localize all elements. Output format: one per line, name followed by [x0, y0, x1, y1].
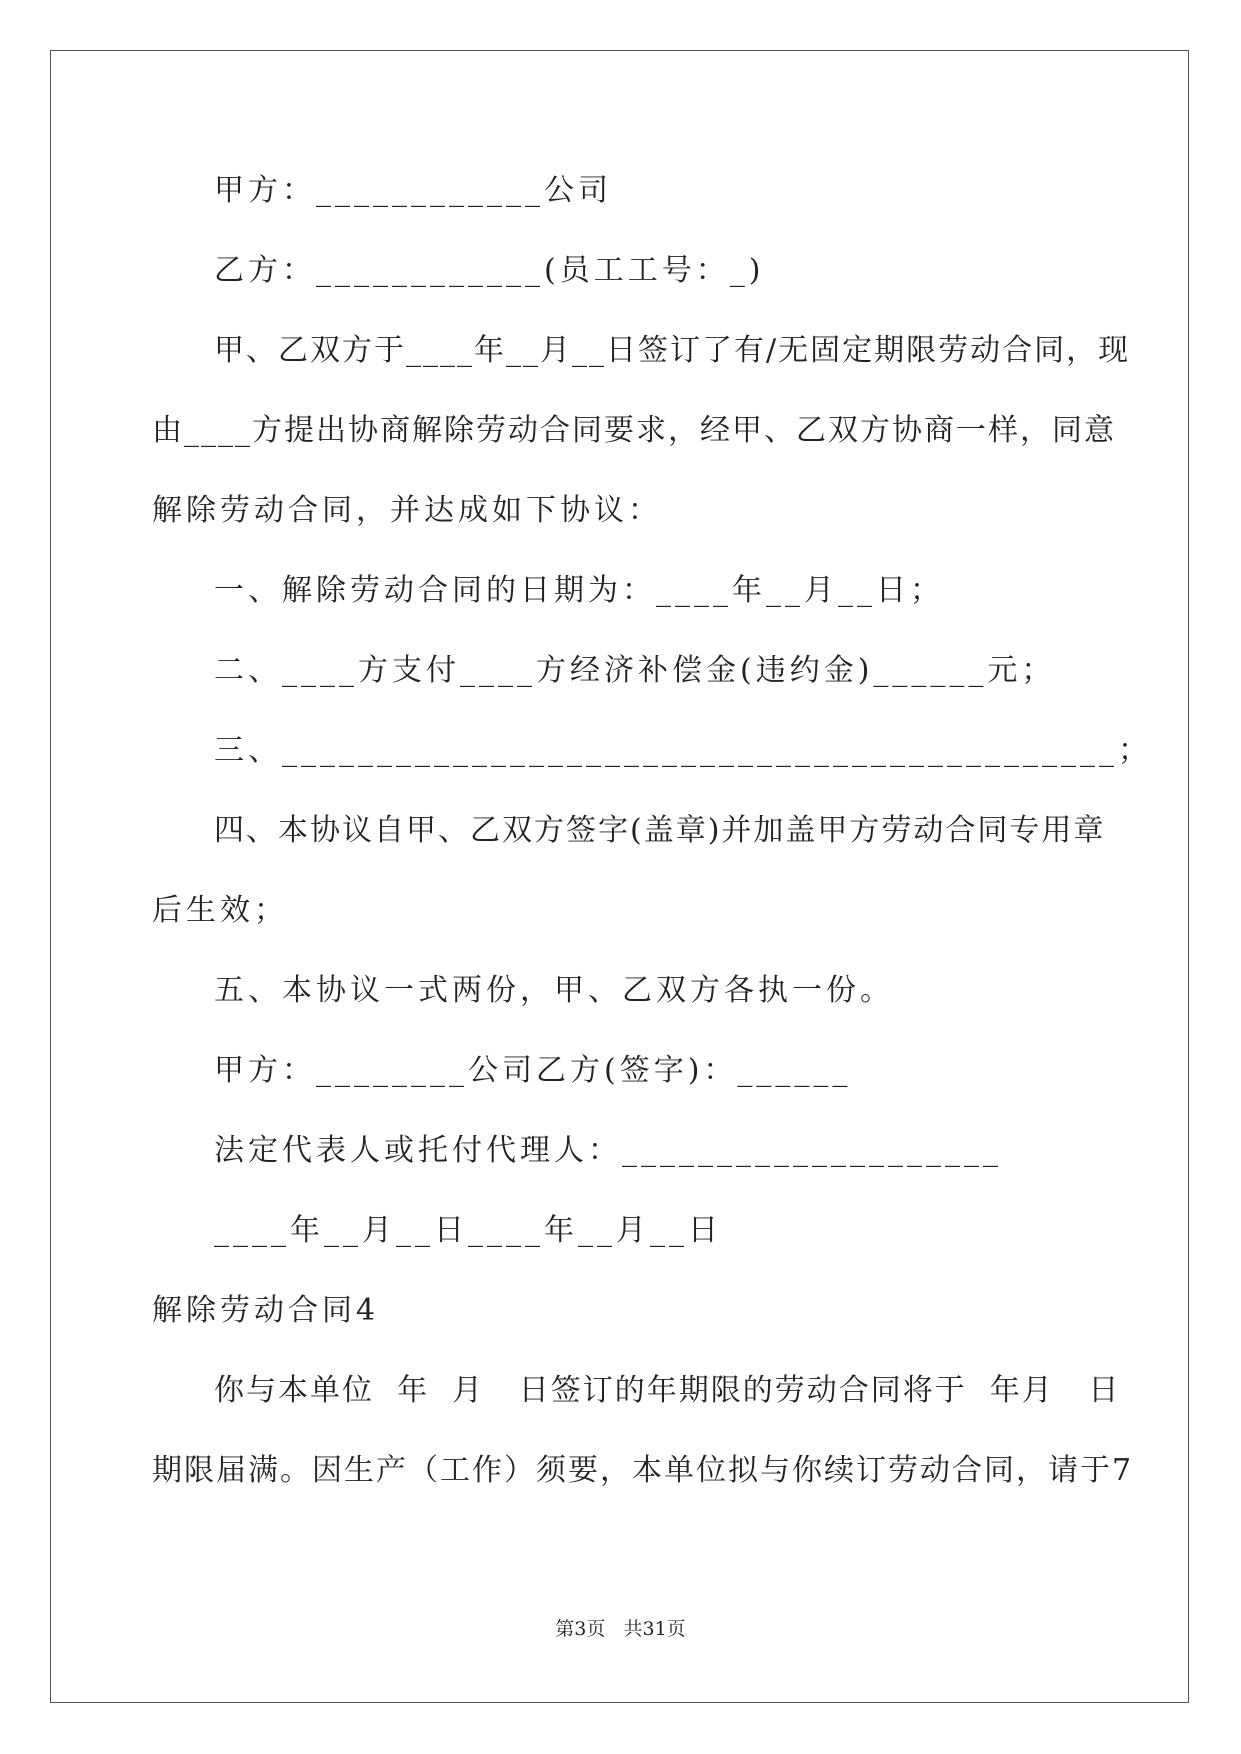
clause-four-continued: 后生效； — [152, 893, 288, 928]
section-heading: 解除劳动合同4 — [152, 1293, 380, 1328]
signature-line: 甲方：________公司乙方(签字)：______ — [214, 1053, 852, 1088]
clause-five: 五、本协议一式两份，甲、乙双方各执一份。 — [214, 973, 894, 1008]
page-number: 第3页 共31页 — [555, 1618, 686, 1640]
paragraph-line: 你与本单位 年 月 日签订的年期限的劳动合同将于 年月 日 — [214, 1373, 1121, 1408]
paragraph-line: 解除劳动合同，并达成如下协议： — [152, 493, 662, 528]
party-a-line: 甲方：____________公司 — [214, 173, 612, 208]
paragraph-line: 期限届满。因生产（工作）须要，本单位拟与你续订劳动合同，请于7 — [152, 1453, 1134, 1488]
clause-two: 二、____方支付____方经济补偿金(违约金)______元； — [214, 653, 1056, 688]
paragraph-line: 由____方提出协商解除劳动合同要求，经甲、乙双方协商一样，同意 — [152, 413, 1116, 448]
date-line: ____年__月__日____年__月__日 — [214, 1213, 722, 1248]
clause-one: 一、解除劳动合同的日期为：____年__月__日； — [214, 573, 944, 608]
clause-three: 三、____________________________________________； — [214, 733, 1152, 768]
clause-four: 四、本协议自甲、乙双方签字(盖章)并加盖甲方劳动合同专用章 — [214, 813, 1106, 848]
party-b-line: 乙方：____________(员工工号：_) — [214, 253, 765, 288]
paragraph-line: 甲、乙双方于____年__月__日签订了有/无固定期限劳动合同，现 — [214, 333, 1131, 368]
representative-line: 法定代表人或托付代理人：____________________ — [214, 1133, 1002, 1168]
